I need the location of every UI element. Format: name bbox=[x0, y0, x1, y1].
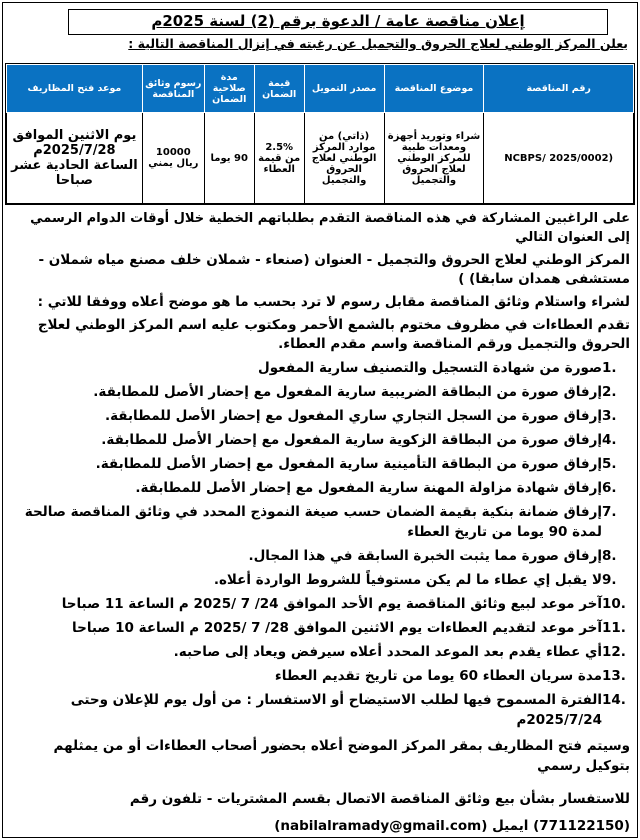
list-item: 9. لا يقبل إي عطاء ما لم يكن مستوفياً للشروط الواردة أعلاه. bbox=[213, 572, 617, 588]
table-header: رسوم وثائق المناقصة bbox=[142, 65, 204, 113]
list-item: 3. إرفاق صورة من السجل التجاري ساري المفعول مع إحضار الأصل للمطابقة. bbox=[104, 408, 617, 424]
list-item: 4. إرفاق صورة من البطاقة الزكوية سارية المفعول مع إحضار الأصل للمطابقة. bbox=[101, 432, 617, 448]
paragraph-purchase: لشراء واستلام وثائق المناقصة مقابل رسوم لا ترد بحسب ما هو موضح أعلاه ووفقا للاتي : bbox=[37, 294, 630, 310]
list-item: 12. أي عطاء يقدم بعد الموعد المحدد أعلاه سيرفض ويعاد إلى صاحبه. bbox=[173, 644, 626, 660]
table-header-row bbox=[7, 65, 634, 113]
table-cell-guarantee-validity: 90 يوما bbox=[204, 113, 254, 204]
list-item: 10. آخر موعد لبيع وثائق المناقصة يوم الأحد الموافق 24/ 7 /2025 م الساعة 11 صباحا bbox=[61, 596, 626, 612]
paragraph-opening: وسيتم فتح المظاريف بمقر المركز الموضح أعلاه بحضور أصحاب العطاءات أو من يمثلهم بتوكيل رسمي bbox=[53, 738, 630, 774]
table-cell-fees: 10000 ريال يمني bbox=[142, 113, 204, 204]
table-cell-tender-number: NCBPS/ 2025/0002) bbox=[484, 113, 634, 204]
table-header: موعد فتح المظاريف bbox=[7, 65, 143, 113]
table-header: رقم المناقصة bbox=[484, 65, 634, 113]
paragraph-address: المركز الوطني لعلاج الحروق والتجميل - العنوان (صنعاء - شملان خلف مصنع مياه شملان - مستشفى همدان سابقا) ) bbox=[38, 252, 630, 287]
list-item: 13. مدة سريان العطاء 60 يوما من تاريخ تقديم العطاء bbox=[274, 668, 626, 684]
phone-number: (771122150) bbox=[533, 818, 630, 834]
table-header: مدة صلاحية الضمان bbox=[204, 65, 254, 113]
list-item: 14. الفترة المسموح فيها لطلب الاستيضاح أو الاستفسار : من أول يوم للإعلان وحتى 2025/7/24م bbox=[70, 692, 626, 728]
announcement-title: إعلان مناقصة عامة / الدعوة برقم (2) لسنة 2025م bbox=[68, 9, 608, 35]
requirements-list bbox=[6, 358, 630, 730]
list-item: 2. إرفاق صورة من البطاقة الضريبية سارية المفعول مع إحضار الأصل للمطابقة. bbox=[93, 384, 617, 400]
table-header: موضوع المناقصة bbox=[384, 65, 484, 113]
table-header: مصدر التمويل bbox=[304, 65, 384, 113]
table-cell-guarantee-value: 2.5% من قيمة العطاء bbox=[254, 113, 304, 204]
contact-line bbox=[6, 790, 630, 809]
table-cell-subject: شراء وتوريد أجهزة ومعدات طبية للمركز الوطني لعلاج الحروق والتجميل bbox=[384, 113, 484, 204]
table-cell-opening-date: يوم الاثنين الموافق 2025/7/28م الساعة الحادية عشر صباحا bbox=[7, 113, 143, 204]
list-item: 1. صورة من شهادة التسجيل والتصنيف سارية المفعول bbox=[258, 360, 617, 376]
list-item: 7. إرفاق ضمانة بنكية بقيمة الضمان حسب صيغة النموذج المحدد في وثائق المناقصة صالحة لمدة 90 يوما من تاريخ العطاء bbox=[24, 504, 617, 540]
contact-text: للاستفسار بشأن بيع وثائق المناقصة الاتصال بقسم المشتريات - تلفون رقم bbox=[129, 791, 630, 807]
announcement-body bbox=[6, 209, 630, 836]
table-row bbox=[7, 113, 634, 204]
email-label: ايميل bbox=[492, 818, 529, 834]
contact-details bbox=[6, 817, 630, 836]
paragraph-sealed-envelope: تقدم العطاءات في مظروف مختوم بالشمع الأحمر ومكتوب عليه اسم المركز الوطني لعلاج الحروق والتجميل ورقم المناقصة واسم مقدم العطاء. bbox=[37, 317, 630, 352]
paragraph-applicants: على الراغبين المشاركة في هذه المناقصة التقدم بطلباتهم الخطية خلال أوقات الدوام الرسمي إلى العنوان التالي bbox=[30, 211, 630, 245]
list-item: 6. إرفاق شهادة مزاولة المهنة سارية المفعول مع إحضار الأصل للمطابقة. bbox=[135, 480, 617, 496]
tender-table bbox=[6, 64, 634, 204]
table-cell-funding: (ذاتي) من موارد المركز الوطني لعلاج الحروق والتجميل bbox=[304, 113, 384, 204]
list-item: 5. إرفاق صورة من البطاقة التأمينية سارية المفعول مع إحضار الأصل للمطابقة. bbox=[95, 456, 617, 472]
list-item: 11. آخر موعد لتقديم العطاءات يوم الاثنين الموافق 28/ 7 /2025 م الساعة 10 صباحا bbox=[72, 620, 626, 636]
email-address: (nabilalramady@gmail.com) bbox=[274, 818, 488, 834]
table-header: قيمة الضمان bbox=[254, 65, 304, 113]
list-item: 8. إرفاق صورة مما يثبت الخبرة السابقة في هذا المجال. bbox=[248, 548, 617, 564]
intro-text: يعلن المركز الوطني لعلاج الحروق والتجميل عن رغبته في إنزال المناقصة التالية : bbox=[128, 36, 628, 51]
